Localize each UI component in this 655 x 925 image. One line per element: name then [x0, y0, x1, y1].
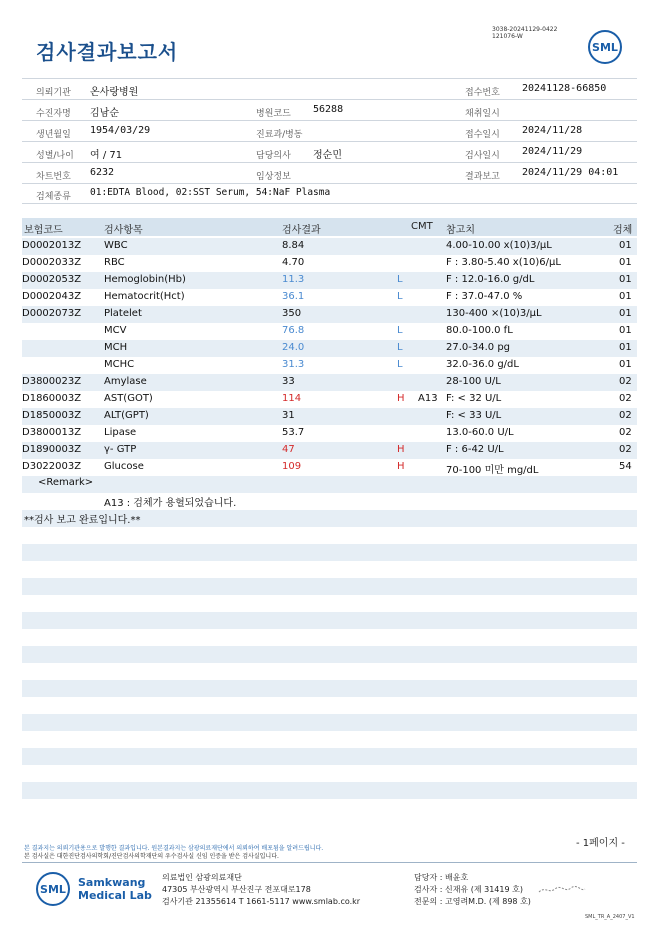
- cell-code: D1860003Z: [22, 393, 82, 404]
- cell-specimen: 02: [619, 393, 632, 404]
- cell-flag: L: [397, 325, 403, 336]
- cell-specimen: 01: [619, 325, 632, 336]
- cell-code: D3022003Z: [22, 461, 82, 472]
- cell-flag: H: [397, 444, 405, 455]
- cell-code: D3800013Z: [22, 427, 82, 438]
- col-header-result: 검사결과: [282, 225, 321, 236]
- cell-ref: 80.0-100.0 fL: [446, 325, 513, 336]
- cell-result: 53.7: [282, 427, 305, 438]
- footer-brand-line1: Samkwang: [78, 876, 146, 889]
- document-id-line2: 121076-W: [492, 33, 523, 40]
- cell-result: 8.84: [282, 240, 305, 251]
- cell-ref: F : 37.0-47.0 %: [446, 291, 523, 302]
- row-stripe: [22, 680, 637, 697]
- cell-result: 76.8: [282, 325, 305, 336]
- hospital-value: 온사랑병원: [90, 87, 139, 98]
- cell-flag: L: [397, 359, 403, 370]
- cell-flag: L: [397, 342, 403, 353]
- cell-item: Platelet: [104, 308, 142, 319]
- cell-ref: 70-100 미만 mg/dL: [446, 465, 539, 476]
- divider: [22, 162, 637, 163]
- collect-date-label: 채취일시: [465, 109, 500, 119]
- cell-item: ALT(GPT): [104, 410, 149, 421]
- cell-code: D3800023Z: [22, 376, 82, 387]
- cell-result: 114: [282, 393, 302, 404]
- cell-specimen: 54: [619, 461, 632, 472]
- document-id: [492, 26, 557, 40]
- document-id-line1: 3038-20241129-0422: [492, 26, 558, 33]
- dob-label: 생년월일: [36, 130, 71, 140]
- remark-text: A13 : 검체가 용혈되었습니다.: [104, 498, 237, 509]
- specialist-value: 고영려M.D. (제 898 호): [444, 897, 531, 906]
- cell-result: 109: [282, 461, 302, 472]
- row-stripe: [22, 476, 637, 493]
- cell-item: RBC: [104, 257, 125, 268]
- cell-result: 350: [282, 308, 302, 319]
- divider: [22, 120, 637, 121]
- test-date-value: 2024/11/29: [522, 146, 583, 157]
- cell-flag: H: [397, 393, 405, 404]
- cell-item: AST(GOT): [104, 393, 153, 404]
- sex-age-label: 성별/나이: [36, 151, 74, 161]
- cell-specimen: 01: [619, 291, 632, 302]
- cell-item: γ- GTP: [104, 444, 137, 455]
- cell-specimen: 02: [619, 427, 632, 438]
- cell-specimen: 01: [619, 257, 632, 268]
- specialist-label: 전문의 :: [414, 897, 443, 906]
- cell-specimen: 01: [619, 308, 632, 319]
- cell-code: D0002073Z: [22, 308, 82, 319]
- signature-image: [537, 881, 587, 893]
- report-date-label: 결과보고: [465, 172, 500, 182]
- cell-result: 31.3: [282, 359, 305, 370]
- receipt-date-value: 2024/11/28: [522, 125, 583, 136]
- cell-result: 4.70: [282, 257, 305, 268]
- hospital-code-label: 병원코드: [256, 109, 291, 119]
- receipt-no-value: 20241128-66850: [522, 83, 607, 94]
- divider: [22, 203, 637, 204]
- col-header-item: 검사항목: [104, 225, 143, 236]
- page-indicator: - 1페이지 -: [576, 838, 625, 849]
- cell-result: 47: [282, 444, 295, 455]
- cell-ref: F: < 32 U/L: [446, 393, 502, 404]
- notice-line2: 본 검사실은 대한진단검사의학회/진단검사의학재단의 우수검사실 신임 인증을 받은 검사실입니다.: [24, 853, 279, 860]
- cell-specimen: 02: [619, 410, 632, 421]
- cell-specimen: 01: [619, 342, 632, 353]
- clinical-label: 임상정보: [256, 172, 291, 182]
- cell-item: Lipase: [104, 427, 137, 438]
- cell-specimen: 01: [619, 274, 632, 285]
- cell-ref: 130-400 ×(10)3/μL: [446, 308, 542, 319]
- cell-code: D0002013Z: [22, 240, 82, 251]
- footer-brand-line2: Medical Lab: [78, 889, 152, 902]
- footer-divider: [22, 862, 637, 863]
- row-stripe: [22, 646, 637, 663]
- cell-ref: 13.0-60.0 U/L: [446, 427, 514, 438]
- row-stripe: [22, 714, 637, 731]
- col-header-code: 보험코드: [24, 225, 63, 236]
- cell-item: MCHC: [104, 359, 135, 370]
- cell-cmt: A13: [418, 393, 438, 404]
- tester-value: 신재유 (제 31419 호): [444, 885, 523, 894]
- cell-specimen: 01: [619, 240, 632, 251]
- cell-ref: F : 6-42 U/L: [446, 444, 504, 455]
- cell-item: WBC: [104, 240, 128, 251]
- cell-code: D0002053Z: [22, 274, 82, 285]
- cell-ref: 28-100 U/L: [446, 376, 501, 387]
- footer-brand: [78, 876, 152, 902]
- divider: [22, 99, 637, 100]
- dob-value: 1954/03/29: [90, 125, 151, 136]
- cell-ref: 4.00-10.00 x(10)3/μL: [446, 240, 552, 251]
- dept-label: 진료과/병동: [256, 130, 303, 140]
- cell-ref: F: < 33 U/L: [446, 410, 502, 421]
- cell-ref: F : 12.0-16.0 g/dL: [446, 274, 535, 285]
- chart-no-value: 6232: [90, 167, 115, 178]
- hospital-code-value: 56288: [313, 104, 344, 115]
- cell-ref: F : 3.80-5.40 x(10)6/μL: [446, 257, 561, 268]
- notice-line1: 본 결과지는 의뢰기관용으로 발행한 결과입니다. 원본결과지는 삼광의료재단에서 의뢰하여 배포됨을 알려드립니다.: [24, 845, 324, 852]
- footer-staff: [414, 872, 531, 908]
- row-stripe: [22, 782, 637, 799]
- hospital-label: 의뢰기관: [36, 88, 71, 98]
- cell-flag: L: [397, 291, 403, 302]
- form-code: SML_TR_A_2407_V1: [585, 914, 635, 920]
- footer-address: 47305 부산광역시 부산진구 전포대로178: [162, 885, 311, 894]
- col-header-specimen: 검체: [613, 225, 633, 236]
- cell-result: 36.1: [282, 291, 305, 302]
- cell-code: D0002033Z: [22, 257, 82, 268]
- divider: [22, 183, 637, 184]
- cell-flag: H: [397, 461, 405, 472]
- cell-item: Hemoglobin(Hb): [104, 274, 186, 285]
- cell-item: Glucose: [104, 461, 144, 472]
- row-stripe: [22, 578, 637, 595]
- cell-flag: L: [397, 274, 403, 285]
- footer-org: 의료법인 삼광의료재단: [162, 873, 242, 882]
- sex-age-value: 여 / 71: [90, 150, 123, 161]
- page-title: 검사결과보고서: [36, 40, 179, 64]
- specimen-value: 01:EDTA Blood, 02:SST Serum, 54:NaF Plasma: [90, 187, 331, 198]
- report-complete-text: **검사 보고 완료입니다.**: [24, 515, 141, 526]
- cell-code: D1850003Z: [22, 410, 82, 421]
- cell-code: D1890003Z: [22, 444, 82, 455]
- chart-no-label: 차트번호: [36, 172, 71, 182]
- cell-specimen: 01: [619, 359, 632, 370]
- col-header-cmt: CMT: [411, 221, 433, 232]
- receipt-date-label: 접수일시: [465, 130, 500, 140]
- doctor-value: 정순민: [313, 150, 342, 161]
- divider: [22, 141, 637, 142]
- cell-result: 11.3: [282, 274, 305, 285]
- cell-item: Amylase: [104, 376, 147, 387]
- divider: [22, 78, 637, 79]
- footer-contact: 검사기관 21355614 T 1661-5117 www.smlab.co.kr: [162, 897, 361, 906]
- tester-label: 검사자 :: [414, 885, 443, 894]
- cell-result: 31: [282, 410, 295, 421]
- cell-item: MCV: [104, 325, 127, 336]
- col-header-ref: 참고치: [446, 225, 475, 236]
- handler-value: 배윤호: [444, 873, 469, 882]
- footer-sml-logo: SML: [36, 872, 70, 906]
- remark-label: <Remark>: [38, 477, 94, 488]
- patient-label: 수진자명: [36, 109, 71, 119]
- cell-ref: 32.0-36.0 g/dL: [446, 359, 519, 370]
- cell-item: Hematocrit(Hct): [104, 291, 185, 302]
- sml-logo: SML: [588, 30, 622, 64]
- row-stripe: [22, 544, 637, 561]
- cell-ref: 27.0-34.0 pg: [446, 342, 511, 353]
- cell-result: 24.0: [282, 342, 305, 353]
- patient-value: 김남순: [90, 108, 119, 119]
- doctor-label: 담당의사: [256, 151, 291, 161]
- specimen-label: 검체종류: [36, 192, 71, 202]
- receipt-no-label: 접수번호: [465, 88, 500, 98]
- cell-specimen: 02: [619, 444, 632, 455]
- row-stripe: [22, 612, 637, 629]
- report-date-value: 2024/11/29 04:01: [522, 167, 619, 178]
- footer-org-info: [162, 872, 360, 908]
- test-date-label: 검사일시: [465, 151, 500, 161]
- cell-item: MCH: [104, 342, 128, 353]
- handler-label: 담당자 :: [414, 873, 443, 882]
- cell-code: D0002043Z: [22, 291, 82, 302]
- cell-specimen: 02: [619, 376, 632, 387]
- row-stripe: [22, 748, 637, 765]
- cell-result: 33: [282, 376, 295, 387]
